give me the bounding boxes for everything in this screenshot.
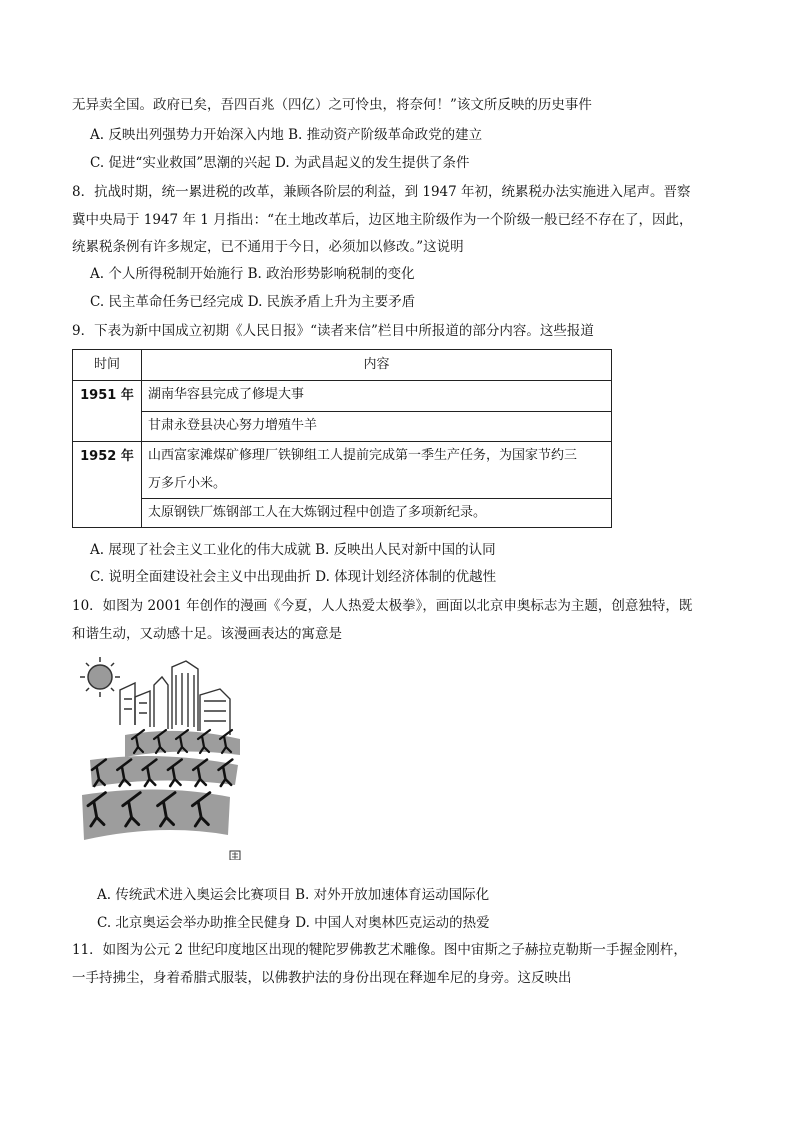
- table-header-content: 内容: [142, 350, 612, 381]
- table-year-1952: 1952 年: [73, 442, 142, 528]
- q9-stem: 9．下表为新中国成立初期《人民日报》“读者来信”栏目中所报道的部分内容。这些报道: [72, 323, 594, 339]
- table-cell: 甘肃永登县决心努力增殖牛羊: [142, 411, 612, 442]
- table-year-1951: 1951 年: [73, 381, 142, 442]
- q8-options-cd: C. 民主革命任务已经完成 D. 民族矛盾上升为主要矛盾: [90, 294, 416, 310]
- q8-stem-line1: 8．抗战时期，统一累进税的改革，兼顾各阶层的利益，到 1947 年初，统累税办法实施进入尾声。晋察: [72, 184, 691, 200]
- table-cell-line: 万多斤小米。: [148, 476, 227, 491]
- table-row: [73, 411, 612, 442]
- q10-options-ab: A. 传统武术进入奥运会比赛项目 B. 对外开放加速体育运动国际化: [97, 887, 490, 903]
- table-cell: [142, 442, 612, 499]
- table-row: [73, 499, 612, 528]
- table-row: [73, 442, 612, 499]
- city-buildings: [120, 661, 230, 735]
- q9-options-cd: C. 说明全面建设社会主义中出现曲折 D. 体现计划经济体制的优越性: [90, 569, 497, 585]
- q11-stem-line2: 一手持拂尘，身着希腊式服装，以佛教护法的身份出现在释迦牟尼的身旁。这反映出: [72, 970, 572, 986]
- q9-table: [72, 349, 612, 528]
- q10-options-cd: C. 北京奥运会举办助推全民健身 D. 中国人对奥林匹克运动的热爱: [97, 915, 490, 931]
- q7-options-cd: C. 促进“实业救国”思潮的兴起 D. 为武昌起义的发生提供了条件: [90, 155, 470, 171]
- q7-options-ab: A. 反映出列强势力开始深入内地 B. 推动资产阶级革命政党的建立: [90, 127, 483, 143]
- table-row: [73, 381, 612, 412]
- q11-stem-line1: 11．如图为公元 2 世纪印度地区出现的犍陀罗佛教艺术雕像。图中宙斯之子赫拉克勒斯一手握金刚杵，: [72, 942, 687, 958]
- q8-stem-line3: 统累税条例有许多规定，已不通用于今日，必须加以修改。”这说明: [72, 239, 464, 255]
- q8-stem-line2: 冀中央局于 1947 年 1 月指出：“在土地改革后，边区地主阶级作为一个阶级一般已经不存在了，因此，: [72, 212, 693, 228]
- q9-options-ab: A. 展现了社会主义工业化的伟大成就 B. 反映出人民对新中国的认同: [90, 542, 496, 558]
- sun-icon: [80, 657, 120, 697]
- taiji-cartoon-image: [80, 655, 245, 860]
- table-cell: 湖南华容县完成了修堤大事: [142, 381, 612, 412]
- table-cell: 太原钢铁厂炼钢部工人在大炼钢过程中创造了多项新纪录。: [142, 499, 612, 528]
- table-header-time: 时间: [73, 350, 142, 381]
- q8-options-ab: A. 个人所得税制开始施行 B. 政治形势影响税制的变化: [90, 266, 415, 282]
- q7-stem-continued: 无异卖全国。政府已矣，吾四百兆（四亿）之可怜虫，将奈何！”该文所反映的历史事件: [72, 97, 592, 113]
- q10-stem-line2: 和谐生动，又动感十足。该漫画表达的寓意是: [72, 626, 342, 642]
- q10-stem-line1: 10．如图为 2001 年创作的漫画《今夏，人人热爱太极拳》，画面以北京申奥标志为主题，创意独特，既: [72, 598, 693, 614]
- artist-seal-icon: [230, 851, 240, 860]
- table-cell-line: 山西富家滩煤矿修理厂铁铆组工人提前完成第一季生产任务，为国家节约三: [148, 448, 578, 463]
